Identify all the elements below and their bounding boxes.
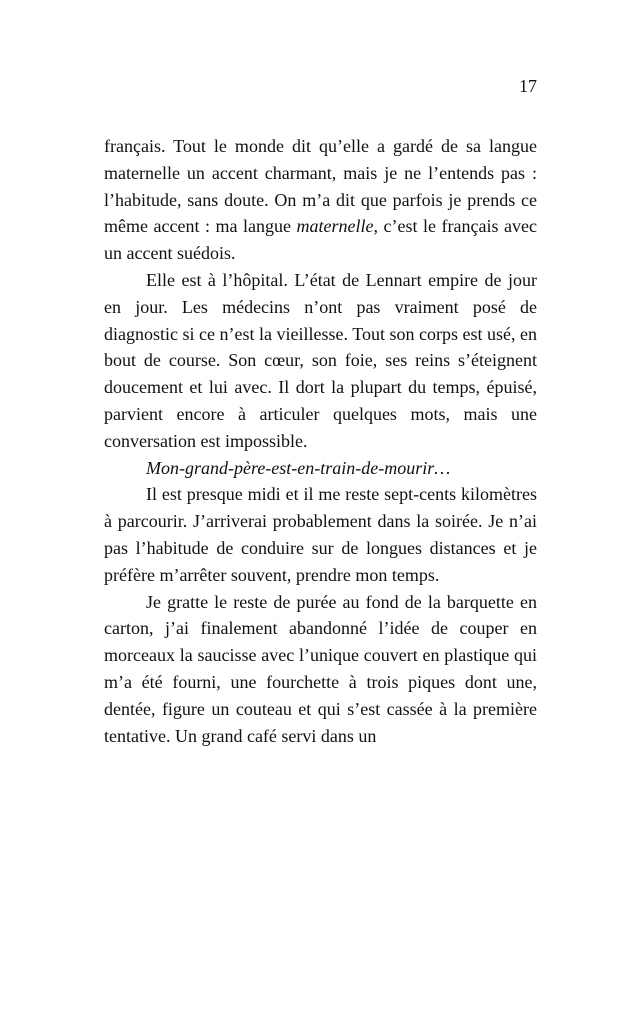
paragraph [104,481,537,588]
paragraph [104,267,537,455]
text-segment: Mon-grand-père-est-en-train-de-mourir… [146,457,451,478]
paragraph [104,589,537,750]
paragraph [104,133,537,267]
text-block [104,133,537,749]
text-segment: français. Tout le monde dit qu’elle a gardé de sa langue maternelle un accent charmant, mais je ne l’entends pas : l’habitude, sans doute. On m’a dit que parfois je prends ce même accent : ma langue [104,136,537,237]
text-segment: Elle est à l’hôpital. L’état de Lennart empire de jour en jour. Les médecins n’ont pas vraiment posé de diagnostic si ce n’est la vieillesse. Tout son corps est usé, en bout de course. Son cœur, son foie, ses reins s’éteignent doucement et lui avec. Il dort la plupart du temps, épuisé, parvient encore à articuler quelques mots, mais une conversation est impossible. [104,269,537,451]
text-segment: maternelle [296,216,374,237]
text-segment: Il est presque midi et il me reste sept-cents kilomètres à parcourir. J’arriverai probablement dans la soirée. Je n’ai pas l’habitude de conduire sur de longues distances et je préfère m’arrêter souvent, prendre mon temps. [104,484,537,585]
page-number: 17 [519,76,537,96]
text-segment: , c’est le français avec un accent suédois. [104,216,537,264]
text-segment: Je gratte le reste de purée au fond de la barquette en carton, j’ai finalement abandonné l’idée de couper en morceaux la saucisse avec l’unique couvert en plastique qui m’a été fourni, une fourchette à trois piques dont une, dentée, figure un couteau et qui s’est cassée à la première tentative. Un grand café servi dans un [104,591,537,746]
paragraph [104,455,537,482]
